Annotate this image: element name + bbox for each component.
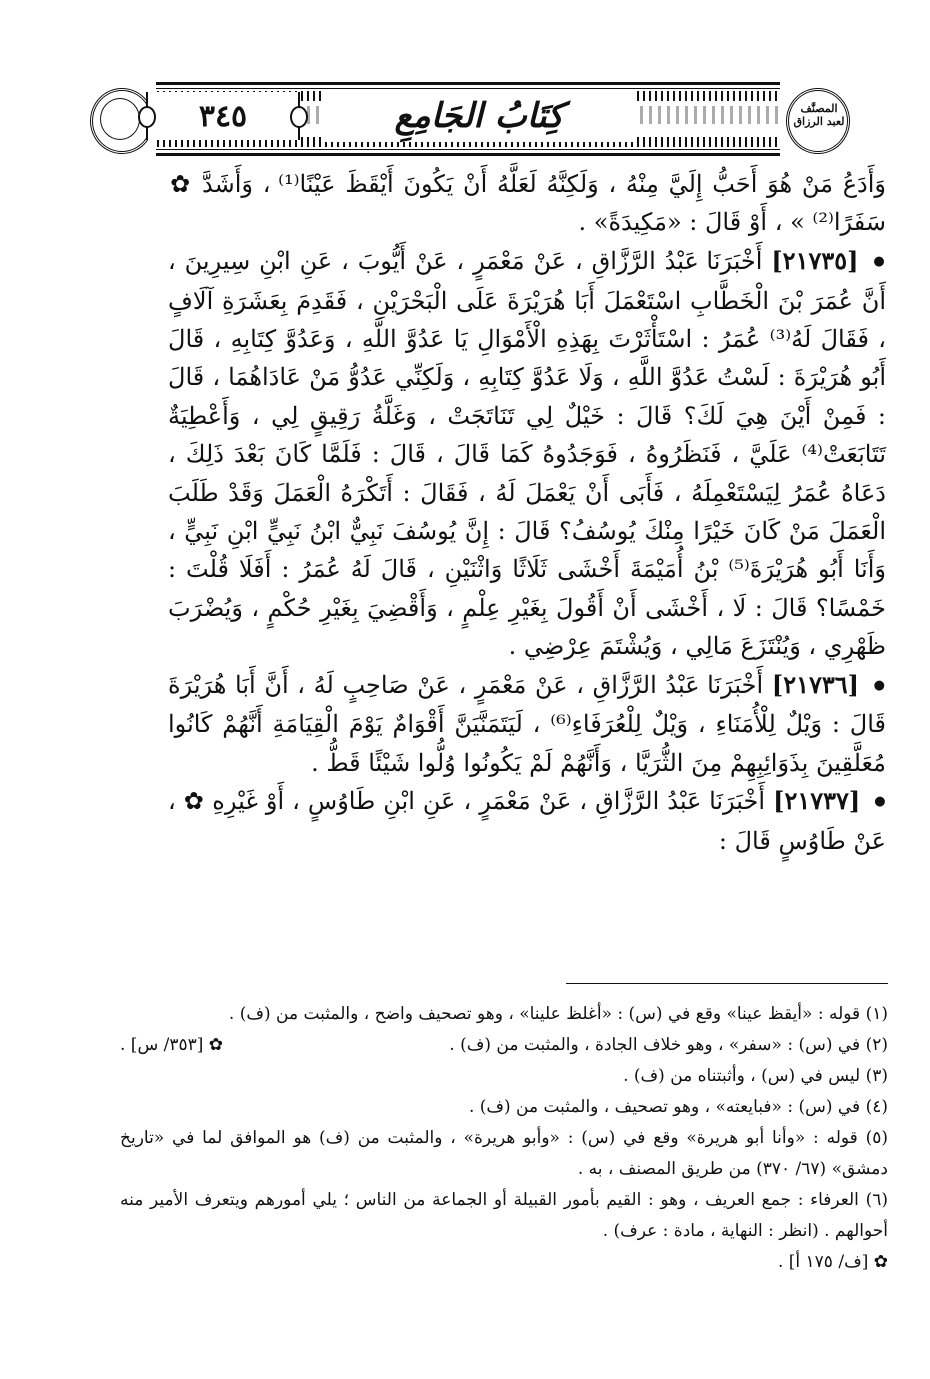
hadith-text: أَخْبَرَنَا عَبْدُ الرَّزَّاقِ ، عَنْ مَعْمَرٍ ، عَنْ صَاحِبٍ لَهُ ، أَنَّ أَبَا هُرَيْرَةَ قَالَ : وَيْلٌ لِلْأُمَنَاءِ ، وَيْلٌ لِلْعُرَفَاءِ⁽⁶⁾ ، لَيَتَمَنَّيَنَّ أَقْوَامٌ يَوْمَ الْقِيَامَةِ أَنَّهُمْ كَانُوا مُعَلَّقِينَ بِذَوَائِبِهِمْ مِنَ الثُّرَيَّا ، وَأَنَّهُمْ لَمْ يَكُونُوا وُلُّوا شَيْئًا قَطُّ . xyxy=(168,670,886,777)
manuscript-marker-2: ✿ [ف/ ١٧٥ أ] . xyxy=(777,1252,888,1272)
chapter-title: كِتَابُ الجَامِعِ xyxy=(324,90,634,142)
book-logo-line2: لعبد الرزاق xyxy=(793,115,845,128)
book-logo xyxy=(790,92,848,138)
hadith-21737 xyxy=(168,782,886,860)
hadith-text: أَخْبَرَنَا عَبْدُ الرَّزَّاقِ ، عَنْ مَعْمَرٍ ، عَنْ أَيُّوبَ ، عَنِ ابْنِ سِيرِينَ ، أَنَّ عُمَرَ بْنَ الْخَطَّابِ اسْتَعْمَلَ أَبَا هُرَيْرَةَ عَلَى الْبَحْرَيْنِ ، فَقَدِمَ بِعَشَرَةِ آلَافٍ ، فَقَالَ لَهُ⁽³⁾ عُمَرُ : اسْتَأْثَرْتَ بِهَذِهِ الْأَمْوَالِ يَا عَدُوَّ اللَّهِ ، وَعَدُوَّ كِتَابِهِ ، قَالَ أَبُو هُرَيْرَةَ : لَسْتُ عَدُوَّ اللَّهِ ، وَلَا عَدُوَّ كِتَابِهِ ، وَلَكِنِّي عَدُوُّ مَنْ عَادَاهُمَا ، قَالَ : فَمِنْ أَيْنَ هِيَ لَكَ؟ قَالَ : خَيْلٌ لِي تَنَاتَجَتْ ، وَغَلَّةُ رَقِيقٍ لِي ، وَأَعْطِيَةٌ تَتَابَعَتْ⁽⁴⁾ عَلَيَّ ، فَنَظَرُوهُ ، فَوَجَدُوهُ كَمَا قَالَ ، قَالَ : فَلَمَّا كَانَ بَعْدَ ذَلِكَ ، دَعَاهُ عُمَرُ لِيَسْتَعْمِلَهُ ، فَأَبَى أَنْ يَعْمَلَ لَهُ ، فَقَالَ : أَتَكْرَهُ الْعَمَلَ وَقَدْ طَلَبَ الْعَمَلَ مَنْ كَانَ خَيْرًا مِنْكَ يُوسُفُ؟ قَالَ : إِنَّ يُوسُفَ نَبِيٌّ ابْنُ نَبِيٍّ ابْنِ نَبِيٍّ ، وَأَنَا أَبُو هُرَيْرَةَ⁽⁵⁾ بْنُ أُمَيْمَةَ أَخْشَى ثَلَاثًا وَاثْنَيْنِ ، قَالَ لَهُ عُمَرُ : أَفَلَا قُلْتَ : خَمْسًا؟ قَالَ : لَا ، أَخْشَى أَنْ أَقُولَ بِغَيْرِ عِلْمٍ ، وَأَقْضِيَ بِغَيْرِ حُكْمٍ ، وَيُضْرَبَ ظَهْرِي ، وَيُنْتَزَعَ مَالِي ، وَيُشْتَمَ عِرْضِي . xyxy=(168,246,886,661)
header-right-medallion xyxy=(780,80,852,158)
hadith-text: أَخْبَرَنَا عَبْدُ الرَّزَّاقِ ، عَنْ مَعْمَرٍ ، عَنِ ابْنِ طَاوُسٍ ، أَوْ غَيْرِهِ ✿ ، عَنْ طَاوُسٍ قَالَ : xyxy=(168,787,886,855)
paragraph-text: وَأَدَعُ مَنْ هُوَ أَحَبُّ إِلَيَّ مِنْهُ ، وَلَكِنَّهُ لَعَلَّهُ أَنْ يَكُونَ أَيْقَظَ عَيْنًا⁽¹⁾ ، وَأَشَدَّ ✿ سَفَرًا⁽²⁾ » ، أَوْ قَالَ : «مَكِيدَةً» . xyxy=(168,170,886,237)
main-text xyxy=(168,165,886,860)
footnote-4: (٤) في (س) : «فبايعته» ، وهو تصحيف ، والمثبت من (ف) . xyxy=(468,1097,888,1117)
footnotes xyxy=(120,999,888,1278)
footnote-2: (٢) في (س) : «سفر» ، وهو خلاف الجادة ، والمثبت من (ف) . xyxy=(449,1035,888,1055)
footnote-5: (٥) قوله : «وأنا أبو هريرة» وقع في (س) : «وأبو هريرة» ، والمثبت من (ف) هو الموافق لما في «تاريخ دمشق» (٦٧/ ٣٧٠) من طريق المصنف ، به . xyxy=(120,1128,888,1179)
footnote-separator xyxy=(566,983,888,984)
hadith-number: [٢١٧٣٧] xyxy=(773,786,861,816)
page-header xyxy=(88,82,848,156)
hadith-number: [٢١٧٣٦] xyxy=(771,669,859,699)
footnote-2-row xyxy=(120,1030,888,1061)
hadith-21736 xyxy=(168,666,886,783)
footnote-3: (٣) ليس في (س) ، وأثبتناه من (ف) . xyxy=(623,1066,888,1086)
footnote-1: (١) قوله : «أيقظ عينا» وقع في (س) : «أغلظ علينا» ، وهو تصحيف واضح ، والمثبت من (ف) . xyxy=(228,1004,888,1024)
paragraph-continuation xyxy=(168,165,886,242)
hadith-21735 xyxy=(168,242,886,666)
page-number: ٣٤٥ xyxy=(146,92,300,140)
book-logo-line1: المصنَّف xyxy=(800,102,838,115)
manuscript-marker-1: ✿ [٣٥٣/ س] . xyxy=(120,1035,224,1055)
hadith-number: [٢١٧٣٥] xyxy=(771,245,859,275)
footnote-6: (٦) العرفاء : جمع العريف ، وهو : القيم بأمور القبيلة أو الجماعة من الناس ؛ يلي أمورهم ويتعرف الأمير منه أحوالهم . (انظر : النهاية ، مادة : عرف) . xyxy=(120,1190,888,1241)
medallion-inner-ring-icon xyxy=(100,98,140,140)
